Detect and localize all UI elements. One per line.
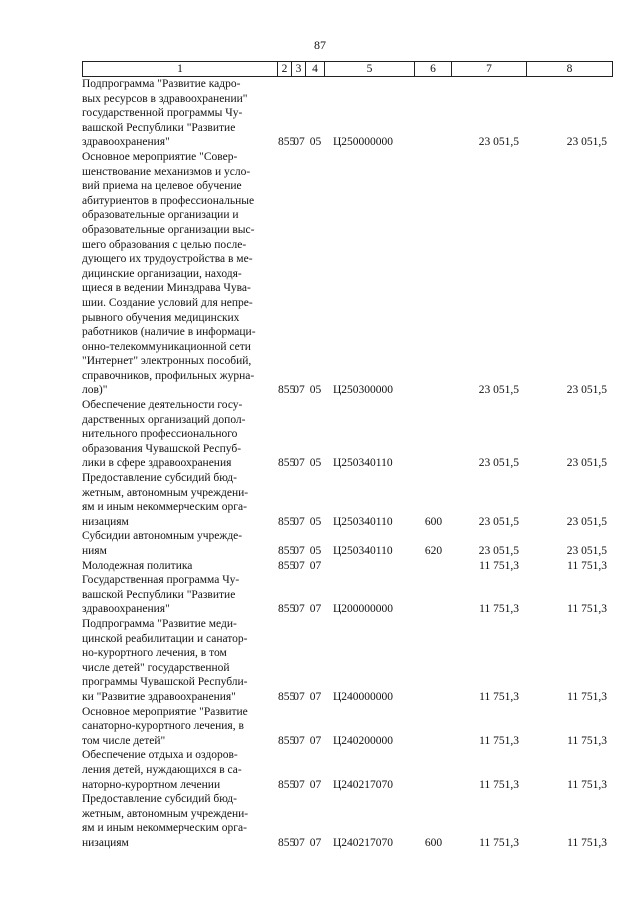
row-ministry-code: 855 xyxy=(278,734,296,747)
row-target-code: Ц250000000 xyxy=(333,136,394,149)
row-subsection-code: 07 xyxy=(309,559,322,572)
page-number: 87 xyxy=(314,38,326,52)
row-amount-1: 11 751,3 xyxy=(479,734,519,747)
row-name: Основное мероприятие "Совер- шенствование механизмов и усло- вий приема на целевое обучение абитуриентов в профессиональные образовательные организации и образовательные организации выс- шего образования с целью после- дующего их трудоустройства в ме- дицинские организации, находя- щиеся в ведении Минздрава Чува- шии. Создание условий для непре- рывного обучения медицинских работников (наличие в информаци- онно-телекоммуникационной сети "Интернет" электронных пособий, справочников, профильных журна- лов)" xyxy=(82,150,256,397)
row-section-code: 07 xyxy=(293,836,305,849)
row-target-code: Ц250340110 xyxy=(333,457,393,470)
row-ministry-code: 855 xyxy=(278,690,296,703)
table-header xyxy=(82,61,613,77)
row-name: Государственная программа Чу- вашской Республики "Развитие здравоохранения" xyxy=(82,574,240,616)
row-name: Подпрограмма "Развитие меди- цинской реабилитации и санатор- но-курортного лечения, в том числе детей" государственной программы Чувашской Республи- ки "Развитие здравоохранения" xyxy=(82,617,248,703)
row-name: Подпрограмма "Развитие кадро- вых ресурсов в здравоохранении" государственной программы Чу- вашской Республики "Развитие здравоохранения" xyxy=(82,78,248,149)
row-section-code: 07 xyxy=(293,690,305,703)
row-section-code: 07 xyxy=(293,734,305,747)
row-subsection-code: 05 xyxy=(309,457,322,470)
row-amount-1: 11 751,3 xyxy=(479,778,519,791)
row-amount-2: 23 051,5 xyxy=(566,457,607,470)
row-amount-2: 23 051,5 xyxy=(566,384,607,397)
row-ministry-code: 855 xyxy=(278,457,296,470)
header-col-8: 8 xyxy=(527,61,613,77)
row-amount-2: 23 051,5 xyxy=(566,545,607,557)
row-section-code: 07 xyxy=(293,559,305,572)
row-target-code: Ц240217070 xyxy=(333,778,394,791)
row-ministry-code: 855 xyxy=(278,559,296,572)
row-name: Обеспечение деятельности госу- дарственных организаций допол- нительного профессионального образования Чувашской Респуб- лики в сфере здравоохранения xyxy=(82,399,246,470)
row-section-code: 07 xyxy=(293,457,305,470)
row-ministry-code: 855 xyxy=(278,836,296,849)
row-subsection-code: 07 xyxy=(309,778,322,791)
row-name: Предоставление субсидий бюд- жетным, автономным учреждени- ям и иным некоммерческим орга- низациям xyxy=(82,472,249,528)
row-amount-1: 11 751,3 xyxy=(479,836,519,849)
row-amount-1: 11 751,3 xyxy=(479,690,519,703)
table-row xyxy=(82,573,613,617)
row-amount-1: 23 051,5 xyxy=(478,545,519,557)
row-amount-1: 23 051,5 xyxy=(478,515,519,528)
row-amount-2: 11 751,3 xyxy=(567,778,607,791)
row-amount-2: 23 051,5 xyxy=(566,136,607,149)
row-subsection-code: 05 xyxy=(309,545,322,557)
row-expense-type: 600 xyxy=(424,515,443,528)
row-subsection-code: 05 xyxy=(309,515,322,528)
row-ministry-code: 855 xyxy=(278,515,296,528)
row-subsection-code: 07 xyxy=(309,836,322,849)
row-target-code: Ц250300000 xyxy=(333,384,394,397)
header-col-5: 5 xyxy=(325,61,415,77)
row-target-code: Ц250340110 xyxy=(333,515,393,528)
table-row xyxy=(82,705,613,749)
row-section-code: 07 xyxy=(293,778,305,791)
header-col-4: 4 xyxy=(306,61,325,77)
row-section-code: 07 xyxy=(293,603,305,616)
row-amount-1: 23 051,5 xyxy=(478,384,519,397)
table-row xyxy=(82,398,613,471)
row-subsection-code: 07 xyxy=(309,603,322,616)
row-ministry-code: 855 xyxy=(278,778,296,791)
row-amount-2: 11 751,3 xyxy=(567,603,607,616)
row-amount-2: 11 751,3 xyxy=(567,734,607,747)
row-subsection-code: 05 xyxy=(309,136,322,149)
row-name: Основное мероприятие "Развитие санаторно-курортного лечения, в том числе детей" xyxy=(82,705,248,747)
row-target-code: Ц240217070 xyxy=(333,836,394,849)
row-ministry-code: 855 xyxy=(278,603,296,616)
row-subsection-code: 05 xyxy=(309,384,322,397)
row-ministry-code: 855 xyxy=(278,384,296,397)
row-target-code: Ц240200000 xyxy=(333,734,394,747)
row-section-code: 07 xyxy=(293,384,305,397)
table-row xyxy=(82,150,613,398)
table-row xyxy=(82,77,613,150)
header-col-6: 6 xyxy=(415,61,452,77)
row-section-code: 07 xyxy=(293,515,305,528)
row-amount-1: 11 751,3 xyxy=(479,559,519,572)
row-name: Предоставление субсидий бюд- жетным, автономным учреждени- ям и иным некоммерческим орга- низациям xyxy=(82,793,249,849)
table-row xyxy=(82,617,613,705)
row-subsection-code: 07 xyxy=(309,690,322,703)
row-ministry-code: 855 xyxy=(278,136,296,149)
row-target-code: Ц240000000 xyxy=(333,690,394,703)
budget-table xyxy=(82,61,613,850)
row-section-code: 07 xyxy=(293,136,305,149)
row-section-code: 07 xyxy=(293,545,305,557)
row-amount-1: 11 751,3 xyxy=(479,603,519,616)
table-body xyxy=(82,77,613,850)
row-subsection-code: 07 xyxy=(309,734,322,747)
row-target-code: Ц200000000 xyxy=(333,603,394,616)
table-row xyxy=(82,529,613,558)
row-name: Обеспечение отдыха и оздоров- ления детей, нуждающихся в са- наторно-курортном лечении xyxy=(82,749,242,791)
row-amount-1: 23 051,5 xyxy=(478,457,519,470)
row-name: Субсидии автономным учрежде- ниям xyxy=(82,530,243,557)
row-amount-2: 11 751,3 xyxy=(567,690,607,703)
row-amount-1: 23 051,5 xyxy=(478,136,519,149)
header-col-1: 1 xyxy=(82,61,278,77)
table-row xyxy=(82,748,613,792)
row-name: Молодежная политика xyxy=(82,559,193,572)
table-row xyxy=(82,559,613,574)
row-expense-type: 600 xyxy=(424,836,443,849)
row-amount-2: 23 051,5 xyxy=(566,515,607,528)
row-amount-2: 11 751,3 xyxy=(567,836,607,849)
table-row xyxy=(82,792,613,850)
row-ministry-code: 855 xyxy=(278,545,296,557)
header-col-3: 3 xyxy=(292,61,306,77)
header-col-2: 2 xyxy=(278,61,292,77)
table-row xyxy=(82,471,613,529)
header-col-7: 7 xyxy=(452,61,527,77)
row-target-code: Ц250340110 xyxy=(333,545,393,557)
row-amount-2: 11 751,3 xyxy=(567,559,607,572)
row-expense-type: 620 xyxy=(424,545,443,557)
